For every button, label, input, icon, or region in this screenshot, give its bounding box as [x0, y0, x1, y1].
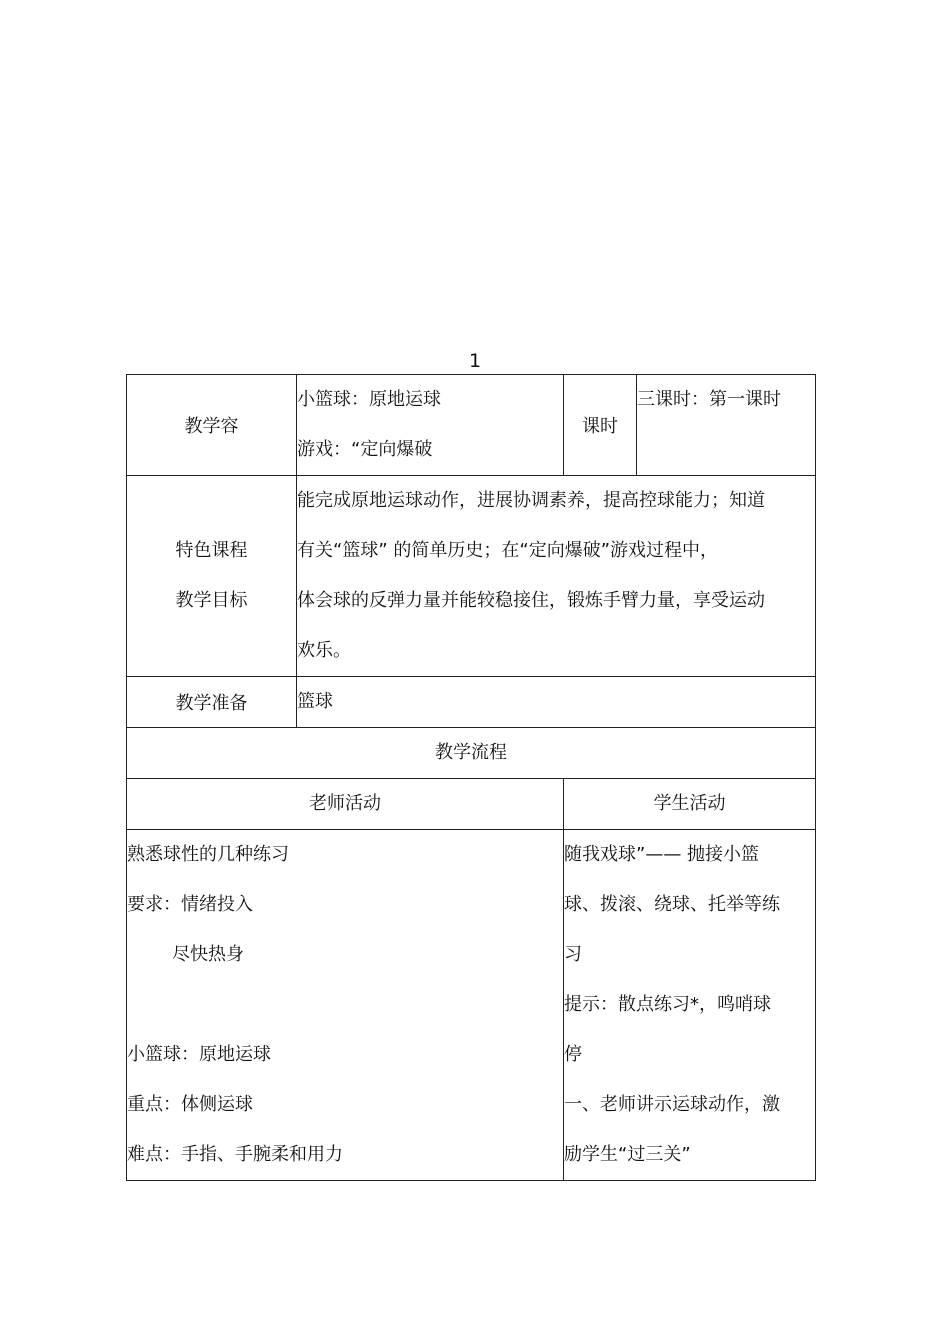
teacher-line-3: 尽快热身	[172, 944, 244, 965]
teacher-header-cell	[127, 779, 564, 830]
content-line-1: 小篮球：原地运球	[297, 389, 441, 410]
objectives-text-cell	[297, 476, 816, 677]
flow-content-row	[127, 830, 816, 1181]
teacher-activity-header: 老师活动	[309, 793, 381, 814]
lesson-plan-table	[126, 374, 816, 1181]
objectives-line-1: 能完成原地运球动作，进展协调素养，提高控球能力；知道	[297, 490, 765, 511]
teacher-line-5: 小篮球：原地运球	[127, 1044, 271, 1065]
objectives-line-3: 体会球的反弹力量并能较稳接住，锻炼手臂力量，享受运动	[297, 590, 765, 611]
teacher-line-6: 重点：体侧运球	[127, 1094, 253, 1115]
student-line-4: 提示：散点练习*，鸣哨球	[564, 994, 771, 1015]
student-line-6: 一、老师讲示运球动作，激	[564, 1094, 780, 1115]
period-label: 课时	[582, 416, 618, 437]
teacher-activity-cell	[127, 830, 564, 1181]
flow-header-row	[127, 779, 816, 830]
content-line-2: 游戏：“定向爆破	[297, 439, 433, 460]
content-value-cell	[297, 375, 564, 476]
period-value-cell	[637, 375, 816, 476]
student-line-7: 励学生“过三关”	[564, 1144, 691, 1165]
flow-title-cell	[127, 728, 816, 779]
student-line-2: 球、拨滚、绕球、托举等练	[564, 894, 780, 915]
preparation-label: 教学准备	[175, 693, 248, 714]
teacher-line-2: 要求：情绪投入	[127, 894, 253, 915]
student-activity-cell	[564, 830, 816, 1181]
student-header-cell	[564, 779, 816, 830]
content-row	[127, 375, 816, 476]
student-line-3: 习	[564, 944, 582, 965]
objectives-label-line-2: 教学目标	[175, 590, 248, 611]
content-label: 教学容	[184, 416, 239, 437]
preparation-label-cell	[127, 677, 297, 728]
objectives-line-4: 欢乐。	[297, 640, 351, 661]
flow-title: 教学流程	[435, 742, 507, 763]
objectives-label-line-1: 特色课程	[175, 540, 248, 561]
period-value: 三课时：第一课时	[637, 389, 781, 410]
page-number: 1	[468, 350, 482, 372]
student-line-5: 停	[564, 1044, 582, 1065]
flow-title-row	[127, 728, 816, 779]
preparation-row	[127, 677, 816, 728]
student-line-1: 随我戏球”—— 抛接小篮	[564, 844, 760, 865]
objectives-label-cell	[127, 476, 297, 677]
preparation-value: 篮球	[297, 691, 333, 712]
teacher-line-4	[127, 980, 563, 1030]
teacher-line-1: 熟悉球性的几种练习	[127, 844, 289, 865]
student-activity-header: 学生活动	[653, 793, 726, 814]
objectives-row	[127, 476, 816, 677]
objectives-line-2: 有关“篮球” 的简单历史；在“定向爆破”游戏过程中，	[297, 540, 719, 561]
preparation-value-cell	[297, 677, 816, 728]
content-label-cell	[127, 375, 297, 476]
teacher-line-7: 难点：手指、手腕柔和用力	[127, 1144, 343, 1165]
period-label-cell	[564, 375, 637, 476]
